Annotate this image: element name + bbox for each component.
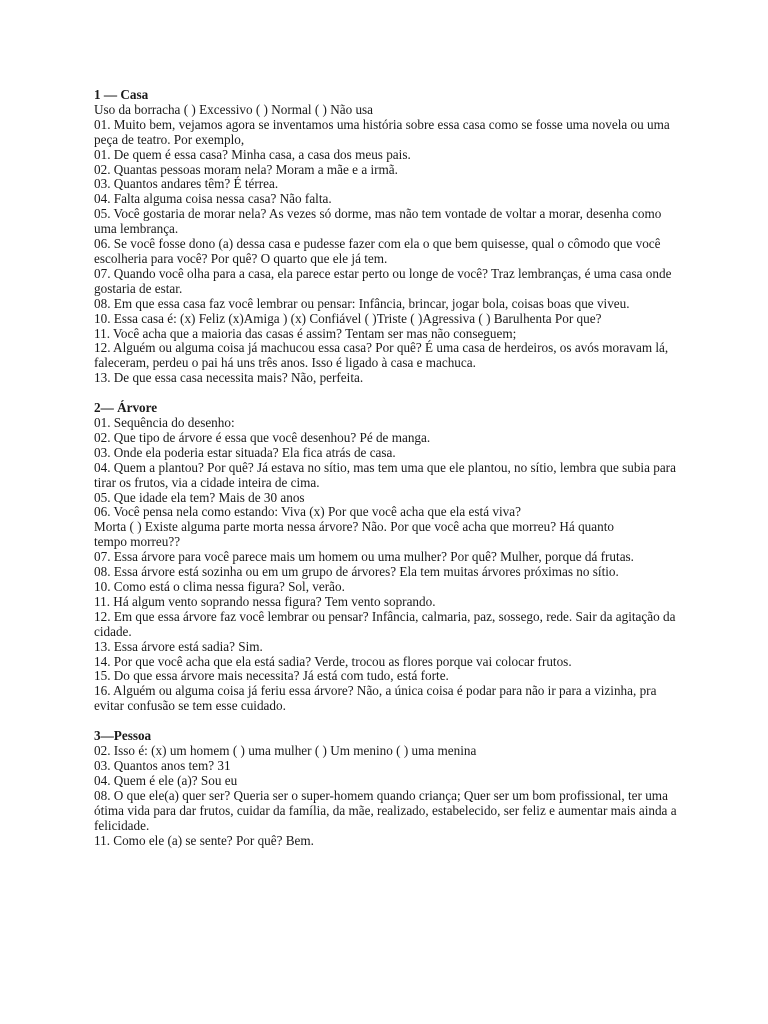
section-title: 2— Árvore [94,400,158,416]
question-line: 15. Do que essa árvore mais necessita? Já está com tudo, está forte. [94,668,449,684]
question-line: 13. Essa árvore está sadia? Sim. [94,638,263,654]
question-line: 05. Você gostaria de morar nela? As vezes só dorme, mas não tem vontade de voltar a morar, desenha como uma lembrança. [94,206,662,237]
question-line: 04. Falta alguma coisa nessa casa? Não falta. [94,191,332,207]
question-line: 14. Por que você acha que ela está sadia? Verde, trocou as flores porque vai colocar frutos. [94,653,572,669]
section-title: 3—Pessoa [94,728,152,744]
question-line: 10. Como está o clima nessa figura? Sol, verão. [94,579,345,594]
question-line: 05. Que idade ela tem? Mais de 30 anos [94,489,305,505]
question-line: Uso da borracha ( ) Excessivo ( ) Normal ( ) Não usa [94,101,374,117]
question-line: 02. Quantas pessoas moram nela? Moram a mãe e a irmã. [94,161,398,177]
question-line: 08. Essa árvore está sozinha ou em um grupo de árvores? Ela tem muitas árvores próximas no sítio. [94,564,619,580]
question-line: 04. Quem a plantou? Por quê? Já estava no sítio, mas tem uma que ele plantou, no sítio, lembra que subia para tirar os frutos, via a cidade inteira de cima. [94,459,676,490]
question-line: 11. Você acha que a maioria das casas é assim? Tentam ser mas não conseguem; [94,325,517,341]
question-line: tempo morreu?? [94,534,181,550]
question-line: 01. De quem é essa casa? Minha casa, a casa dos meus pais. [94,146,411,162]
question-line: 10. Essa casa é: (x) Feliz (x)Amiga ) (x) Confiável ( )Triste ( )Agressiva ( ) Barulhenta Por que? [94,310,602,326]
question-line: 08. Em que essa casa faz você lembrar ou pensar: Infância, brincar, jogar bola, coisas boas que viveu. [94,295,630,311]
question-line: 12. Em que essa árvore faz você lembrar ou pensar? Infância, calmaria, paz, sossego, rede. Sair da agitação da cidade. [94,608,676,639]
question-line: 11. Há algum vento soprando nessa figura? Tem vento soprando. [94,593,436,609]
question-line: 12. Alguém ou alguma coisa já machucou essa casa? Por quê? É uma casa de herdeiros, os avós moravam lá, faleceram, perdeu o pai há uns três anos. Isso é ligado à casa e machuca. [94,340,669,371]
question-line: 07. Essa árvore para você parece mais um homem ou uma mulher? Por quê? Mulher, porque dá frutas. [94,549,634,565]
question-line: 01. Muito bem, vejamos agora se inventamos uma história sobre essa casa como se fosse uma novela ou uma peça de teatro. Por exemplo, [94,116,670,147]
question-line: 01. Sequência do desenho: [94,415,235,431]
question-line: 03. Onde ela poderia estar situada? Ela fica atrás de casa. [94,444,396,460]
document-page [94,88,684,848]
section-pessoa [94,729,684,848]
section-arvore [94,401,684,714]
section-casa [94,88,684,386]
question-line: Morta ( ) Existe alguma parte morta nessa árvore? Não. Por que você acha que morreu? Há quanto [94,519,614,535]
question-line: 11. Como ele (a) se sente? Por quê? Bem. [94,832,314,848]
question-line: 02. Isso é: (x) um homem ( ) uma mulher ( ) Um menino ( ) uma menina [94,743,477,759]
question-line: 03. Quantos andares têm? É térrea. [94,176,279,192]
question-line: 03. Quantos anos tem? 31 [94,757,231,773]
question-line: 04. Quem é ele (a)? Sou eu [94,772,238,788]
question-line: 08. O que ele(a) quer ser? Queria ser o super-homem quando criança; Quer ser um bom profissional, ter uma ótima vida para dar frutos, cuidar da família, da mãe, realizado, estabelecido, ser feliz e aumentar mais ainda a felicidade. [94,787,677,833]
question-line: 02. Que tipo de árvore é essa que você desenhou? Pé de manga. [94,429,431,445]
section-title: 1 — Casa [94,87,149,102]
question-line: 16. Alguém ou alguma coisa já feriu essa árvore? Não, a única coisa é podar para não ir para a vizinha, pra evitar confusão se tem esse cuidado. [94,683,657,714]
question-line: 06. Se você fosse dono (a) dessa casa e pudesse fazer com ela o que bem quisesse, qual o cômodo que você escolheria para você? Por quê? O quarto que ele já tem. [94,236,661,266]
question-line: 06. Você pensa nela como estando: Viva (x) Por que você acha que ela está viva? [94,504,521,520]
question-line: 13. De que essa casa necessita mais? Não, perfeita. [94,370,364,386]
question-line: 07. Quando você olha para a casa, ela parece estar perto ou longe de você? Traz lembranças, é uma casa onde gostaria de estar. [94,265,672,296]
